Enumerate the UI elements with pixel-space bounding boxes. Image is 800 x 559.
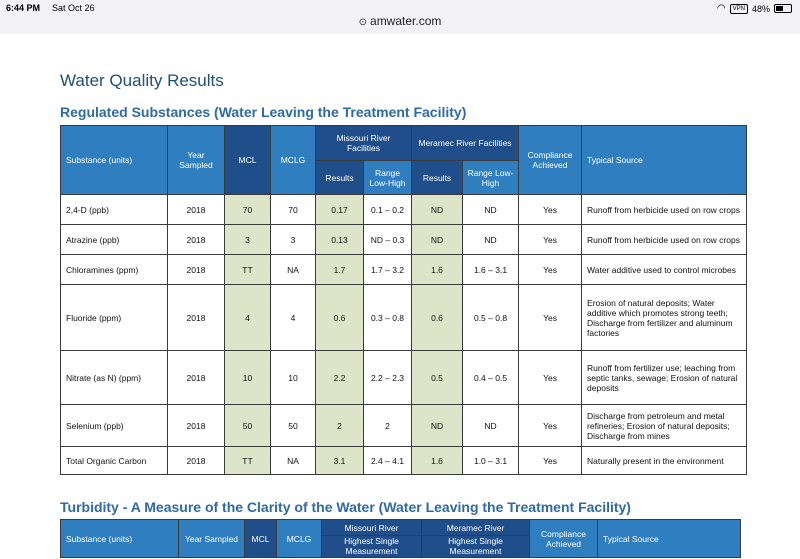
header-mo-results: Results [316, 161, 364, 195]
cell-me-results: 0.6 [412, 285, 463, 351]
status-date: Sat Oct 26 [52, 3, 95, 13]
header-meramec: Meramec River Facilities [412, 126, 519, 161]
cell-substance: Chloramines (ppm) [61, 255, 168, 285]
status-indicators [717, 3, 792, 14]
cell-source: Erosion of natural deposits; Water additive which promotes strong teeth; Discharge from fertilizer and aluminum factories [582, 285, 747, 351]
cell-mo-range: 0.1 – 0.2 [364, 195, 412, 225]
cell-mo-range: 2 [364, 405, 412, 447]
t2-header-source: Typical Source [598, 520, 741, 558]
cell-substance: Selenium (ppb) [61, 405, 168, 447]
t2-header-me-highest: Highest Single Measurement [422, 536, 530, 558]
cell-mo-results: 0.6 [316, 285, 364, 351]
cell-source: Naturally present in the environment [582, 447, 747, 475]
cell-year: 2018 [168, 195, 225, 225]
cell-year: 2018 [168, 405, 225, 447]
cell-me-range: ND [463, 195, 519, 225]
cell-mcl: 50 [225, 405, 271, 447]
cell-me-range: ND [463, 225, 519, 255]
table-row [61, 405, 747, 447]
status-bar [0, 0, 800, 34]
table-row [61, 255, 747, 285]
table-row [61, 195, 747, 225]
cell-compliance: Yes [519, 285, 582, 351]
cell-compliance: Yes [519, 447, 582, 475]
cell-source: Discharge from petroleum and metal refineries; Erosion of natural deposits; Discharge from mines [582, 405, 747, 447]
cell-me-results: ND [412, 405, 463, 447]
header-mo-range: Range Low-High [364, 161, 412, 195]
table-row [61, 447, 747, 475]
cell-mclg: 3 [271, 225, 316, 255]
cell-mo-results: 2.2 [316, 351, 364, 405]
cell-me-range: 1.0 – 3.1 [463, 447, 519, 475]
wifi-icon: ◠ [716, 3, 726, 14]
cell-mcl: TT [225, 255, 271, 285]
vpn-badge: VPN [730, 4, 748, 14]
cell-year: 2018 [168, 351, 225, 405]
table-row [61, 285, 747, 351]
cell-me-range: ND [463, 405, 519, 447]
t2-header-missouri: Missouri River [322, 520, 422, 536]
t2-header-substance: Substance (units) [61, 520, 179, 558]
t2-header-compliance: Compliance Achieved [530, 520, 598, 558]
cell-source: Runoff from fertilizer use; leaching from septic tanks, sewage; Erosion of natural deposits [582, 351, 747, 405]
cell-mclg: NA [271, 447, 316, 475]
cell-source: Water additive used to control microbes [582, 255, 747, 285]
cell-compliance: Yes [519, 195, 582, 225]
t2-header-year: Year Sampled [179, 520, 245, 558]
header-mclg: MCLG [271, 126, 316, 195]
t2-header-meramec: Meramec River [422, 520, 530, 536]
header-year: Year Sampled [168, 126, 225, 195]
cell-mo-results: 0.13 [316, 225, 364, 255]
address-bar[interactable] [0, 14, 800, 28]
cell-substance: Nitrate (as N) (ppm) [61, 351, 168, 405]
status-time: 6:44 PM [6, 3, 41, 13]
url-text: amwater.com [370, 14, 442, 28]
cell-mo-range: 2.4 – 4.1 [364, 447, 412, 475]
cell-mclg: NA [271, 255, 316, 285]
cell-me-range: 1.6 – 3.1 [463, 255, 519, 285]
cell-me-results: ND [412, 225, 463, 255]
header-compliance: Compliance Achieved [519, 126, 582, 195]
battery-icon [774, 4, 792, 13]
cell-year: 2018 [168, 447, 225, 475]
header-mcl: MCL [225, 126, 271, 195]
cell-substance: 2,4-D (ppb) [61, 195, 168, 225]
site-info-icon: ⊙ [358, 17, 368, 28]
cell-compliance: Yes [519, 351, 582, 405]
cell-me-results: ND [412, 195, 463, 225]
cell-me-results: 0.5 [412, 351, 463, 405]
t2-header-mclg: MCLG [277, 520, 322, 558]
table-row [61, 351, 747, 405]
cell-mcl: 4 [225, 285, 271, 351]
cell-mclg: 70 [271, 195, 316, 225]
cell-compliance: Yes [519, 255, 582, 285]
header-substance: Substance (units) [61, 126, 168, 195]
table-row [61, 225, 747, 255]
battery-percent: 48% [751, 3, 770, 14]
cell-me-range: 0.4 – 0.5 [463, 351, 519, 405]
turbidity-heading: Turbidity - A Measure of the Clarity of the Water (Water Leaving the Treatment Facility) [60, 499, 631, 515]
cell-substance: Fluoride (ppm) [61, 285, 168, 351]
header-me-results: Results [412, 161, 463, 195]
cell-mo-results: 1.7 [316, 255, 364, 285]
regulated-substances-table [60, 125, 747, 475]
cell-mo-range: ND – 0.3 [364, 225, 412, 255]
t2-header-mcl: MCL [245, 520, 277, 558]
cell-mo-results: 0.17 [316, 195, 364, 225]
header-me-range: Range Low-High [463, 161, 519, 195]
cell-me-results: 1.6 [412, 447, 463, 475]
cell-year: 2018 [168, 285, 225, 351]
header-source: Typical Source [582, 126, 747, 195]
cell-mclg: 50 [271, 405, 316, 447]
cell-me-results: 1.6 [412, 255, 463, 285]
cell-mcl: 10 [225, 351, 271, 405]
cell-mo-results: 2 [316, 405, 364, 447]
cell-year: 2018 [168, 225, 225, 255]
cell-me-range: 0.5 – 0.8 [463, 285, 519, 351]
t2-header-mo-highest: Highest Single Measurement [322, 536, 422, 558]
cell-mcl: 70 [225, 195, 271, 225]
cell-mo-results: 3.1 [316, 447, 364, 475]
cell-substance: Total Organic Carbon [61, 447, 168, 475]
cell-substance: Atrazine (ppb) [61, 225, 168, 255]
cell-mcl: TT [225, 447, 271, 475]
cell-source: Runoff from herbicide used on row crops [582, 225, 747, 255]
document-page [0, 34, 800, 559]
cell-source: Runoff from herbicide used on row crops [582, 195, 747, 225]
page-title: Water Quality Results [60, 71, 224, 90]
cell-mclg: 10 [271, 351, 316, 405]
cell-mclg: 4 [271, 285, 316, 351]
turbidity-table [60, 519, 741, 558]
cell-mo-range: 1.7 – 3.2 [364, 255, 412, 285]
regulated-heading: Regulated Substances (Water Leaving the Treatment Facility) [60, 104, 467, 120]
cell-compliance: Yes [519, 225, 582, 255]
cell-year: 2018 [168, 255, 225, 285]
cell-mo-range: 2.2 – 2.3 [364, 351, 412, 405]
cell-mcl: 3 [225, 225, 271, 255]
cell-compliance: Yes [519, 405, 582, 447]
header-missouri: Missouri River Facilities [316, 126, 412, 161]
cell-mo-range: 0.3 – 0.8 [364, 285, 412, 351]
